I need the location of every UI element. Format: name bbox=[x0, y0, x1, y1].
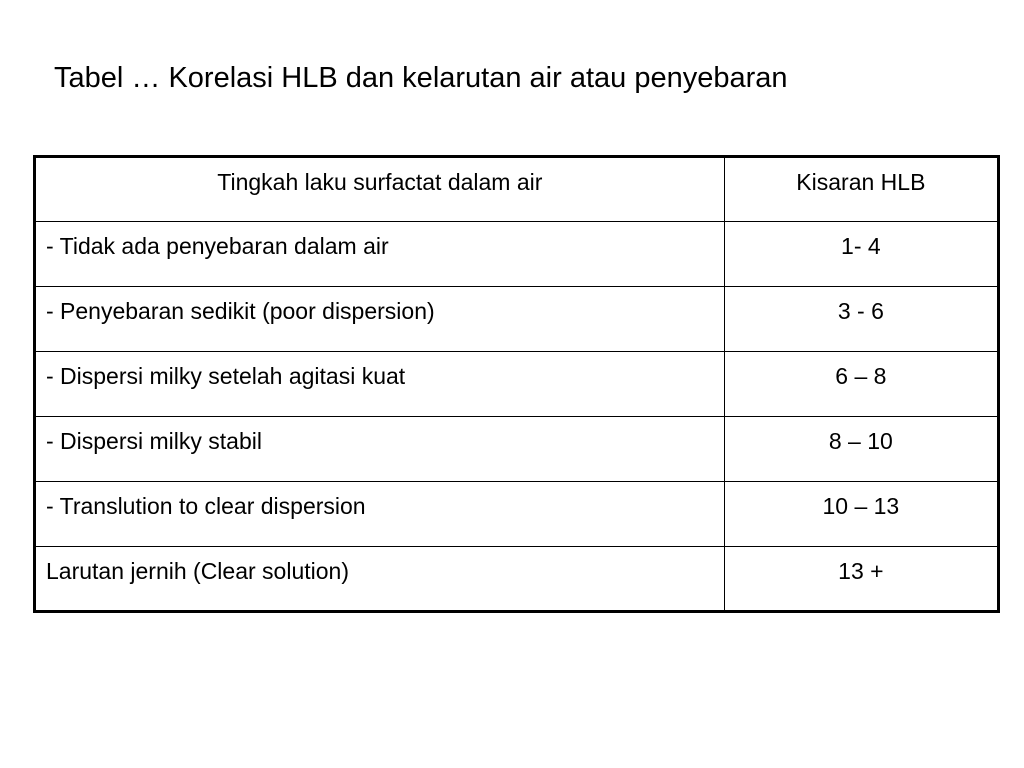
cell-hlb-range: 6 – 8 bbox=[724, 352, 998, 417]
column-header-hlb-range: Kisaran HLB bbox=[724, 157, 998, 222]
cell-hlb-range: 1- 4 bbox=[724, 222, 998, 287]
table-row bbox=[35, 482, 999, 547]
table-row bbox=[35, 287, 999, 352]
cell-hlb-range: 10 – 13 bbox=[724, 482, 998, 547]
table-row bbox=[35, 547, 999, 612]
table-header-row bbox=[35, 157, 999, 222]
table-row bbox=[35, 352, 999, 417]
cell-behavior: Larutan jernih (Clear solution) bbox=[35, 547, 725, 612]
cell-behavior: - Tidak ada penyebaran dalam air bbox=[35, 222, 725, 287]
table-row bbox=[35, 222, 999, 287]
page-title: Tabel … Korelasi HLB dan kelarutan air atau penyebaran bbox=[54, 62, 788, 94]
cell-behavior: - Dispersi milky setelah agitasi kuat bbox=[35, 352, 725, 417]
table-row bbox=[35, 417, 999, 482]
column-header-behavior: Tingkah laku surfactat dalam air bbox=[35, 157, 725, 222]
cell-behavior: - Dispersi milky stabil bbox=[35, 417, 725, 482]
cell-hlb-range: 13 + bbox=[724, 547, 998, 612]
hlb-table bbox=[33, 155, 1000, 613]
cell-hlb-range: 8 – 10 bbox=[724, 417, 998, 482]
cell-behavior: - Penyebaran sedikit (poor dispersion) bbox=[35, 287, 725, 352]
cell-behavior: - Translution to clear dispersion bbox=[35, 482, 725, 547]
cell-hlb-range: 3 - 6 bbox=[724, 287, 998, 352]
